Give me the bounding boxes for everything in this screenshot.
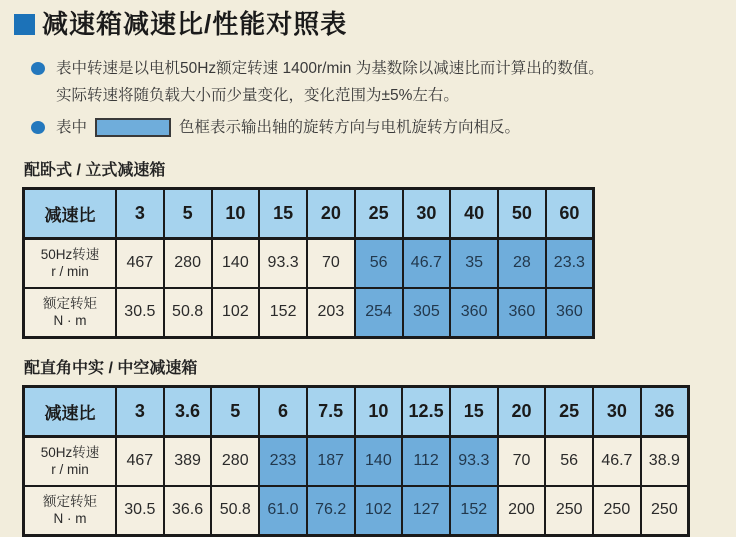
speed-value-cell: 56	[545, 436, 593, 486]
ratio-header-cell: 25	[545, 386, 593, 436]
note-text	[56, 55, 604, 109]
speed-value-cell: 70	[498, 436, 546, 486]
ratio-header-cell: 20	[307, 188, 355, 238]
torque-value-cell: 102	[212, 288, 260, 338]
torque-value-cell: 152	[259, 288, 307, 338]
ratio-header-cell: 25	[355, 188, 403, 238]
speed-value-cell: 70	[307, 238, 355, 288]
torque-value-cell: 254	[355, 288, 403, 338]
speed-value-cell: 187	[307, 436, 355, 486]
ratio-header-cell: 40	[450, 188, 498, 238]
ratio-header-cell: 50	[498, 188, 546, 238]
ratio-header-cell: 30	[593, 386, 641, 436]
row-label-cell: 额定转矩 N · m	[24, 486, 117, 536]
ratio-header-cell: 10	[355, 386, 403, 436]
torque-value-cell: 152	[450, 486, 498, 536]
torque-value-cell: 30.5	[116, 486, 164, 536]
ratio-header-row	[24, 188, 594, 238]
table-caption: 配直角中实 / 中空减速箱	[24, 359, 198, 377]
speed-value-cell: 46.7	[403, 238, 451, 288]
torque-row	[24, 486, 689, 536]
ratio-header-cell: 20	[498, 386, 546, 436]
note-line-1: 表中转速是以电机50Hz额定转速 1400r/min 为基数除以减速比而计算出的数值。	[56, 59, 604, 77]
torque-value-cell: 200	[498, 486, 546, 536]
row-label-cell: 50Hz转速 r / min	[24, 238, 117, 288]
speed-value-cell: 23.3	[546, 238, 594, 288]
note-prefix: 表中	[56, 118, 88, 136]
speed-value-cell: 112	[402, 436, 450, 486]
ratio-header-cell: 7.5	[307, 386, 355, 436]
speed-row	[24, 238, 594, 288]
title-square-icon	[14, 14, 35, 35]
speed-value-cell: 467	[116, 238, 164, 288]
speed-value-cell: 140	[355, 436, 403, 486]
note-speed-basis	[31, 55, 736, 109]
notes-section	[31, 55, 736, 141]
ratio-header-cell: 15	[259, 188, 307, 238]
speed-value-cell: 38.9	[641, 436, 689, 486]
speed-value-cell: 93.3	[259, 238, 307, 288]
ratio-header-cell: 3	[116, 188, 164, 238]
ratio-corner-cell: 减速比	[24, 188, 117, 238]
speed-value-cell: 389	[164, 436, 212, 486]
torque-value-cell: 360	[450, 288, 498, 338]
ratio-header-cell: 30	[403, 188, 451, 238]
torque-value-cell: 30.5	[116, 288, 164, 338]
row-label-cell: 50Hz转速 r / min	[24, 436, 117, 486]
note-text	[56, 114, 520, 141]
ratio-header-cell: 15	[450, 386, 498, 436]
horizontal-vertical-gearbox-table	[22, 187, 595, 339]
horizontal-vertical-gearbox-block	[14, 157, 736, 339]
torque-value-cell: 50.8	[164, 288, 212, 338]
torque-value-cell: 250	[545, 486, 593, 536]
page-header	[14, 10, 736, 39]
right-angle-gearbox-block	[14, 355, 736, 537]
speed-value-cell: 280	[164, 238, 212, 288]
speed-value-cell: 46.7	[593, 436, 641, 486]
bullet-icon	[31, 62, 45, 75]
right-angle-gearbox-table	[22, 385, 690, 537]
speed-value-cell: 35	[450, 238, 498, 288]
speed-value-cell: 140	[212, 238, 260, 288]
ratio-header-cell: 36	[641, 386, 689, 436]
torque-value-cell: 250	[641, 486, 689, 536]
speed-value-cell: 467	[116, 436, 164, 486]
ratio-header-cell: 3.6	[164, 386, 212, 436]
torque-row	[24, 288, 594, 338]
ratio-corner-cell: 减速比	[24, 386, 117, 436]
torque-value-cell: 61.0	[259, 486, 307, 536]
torque-value-cell: 36.6	[164, 486, 212, 536]
ratio-header-cell: 10	[212, 188, 260, 238]
ratio-header-row	[24, 386, 689, 436]
row-label-cell: 额定转矩 N · m	[24, 288, 117, 338]
torque-value-cell: 305	[403, 288, 451, 338]
torque-value-cell: 250	[593, 486, 641, 536]
speed-value-cell: 93.3	[450, 436, 498, 486]
ratio-header-cell: 12.5	[402, 386, 450, 436]
page-title: 减速箱减速比/性能对照表	[42, 9, 348, 39]
torque-value-cell: 50.8	[211, 486, 259, 536]
bullet-icon	[31, 121, 45, 134]
torque-value-cell: 203	[307, 288, 355, 338]
speed-value-cell: 280	[211, 436, 259, 486]
speed-row	[24, 436, 689, 486]
ratio-header-cell: 5	[164, 188, 212, 238]
torque-value-cell: 102	[355, 486, 403, 536]
speed-value-cell: 56	[355, 238, 403, 288]
ratio-header-cell: 60	[546, 188, 594, 238]
reverse-direction-color-swatch	[95, 118, 171, 137]
ratio-header-cell: 3	[116, 386, 164, 436]
torque-value-cell: 76.2	[307, 486, 355, 536]
table-caption: 配卧式 / 立式减速箱	[24, 161, 166, 179]
speed-value-cell: 233	[259, 436, 307, 486]
torque-value-cell: 360	[546, 288, 594, 338]
ratio-header-cell: 5	[211, 386, 259, 436]
note-reverse-direction	[31, 114, 736, 141]
torque-value-cell: 127	[402, 486, 450, 536]
speed-value-cell: 28	[498, 238, 546, 288]
ratio-header-cell: 6	[259, 386, 307, 436]
torque-value-cell: 360	[498, 288, 546, 338]
note-suffix: 色框表示输出轴的旋转方向与电机旋转方向相反。	[179, 118, 521, 136]
note-line-2: 实际转速将随负载大小而少量变化，变化范围为±5%左右。	[56, 86, 459, 104]
